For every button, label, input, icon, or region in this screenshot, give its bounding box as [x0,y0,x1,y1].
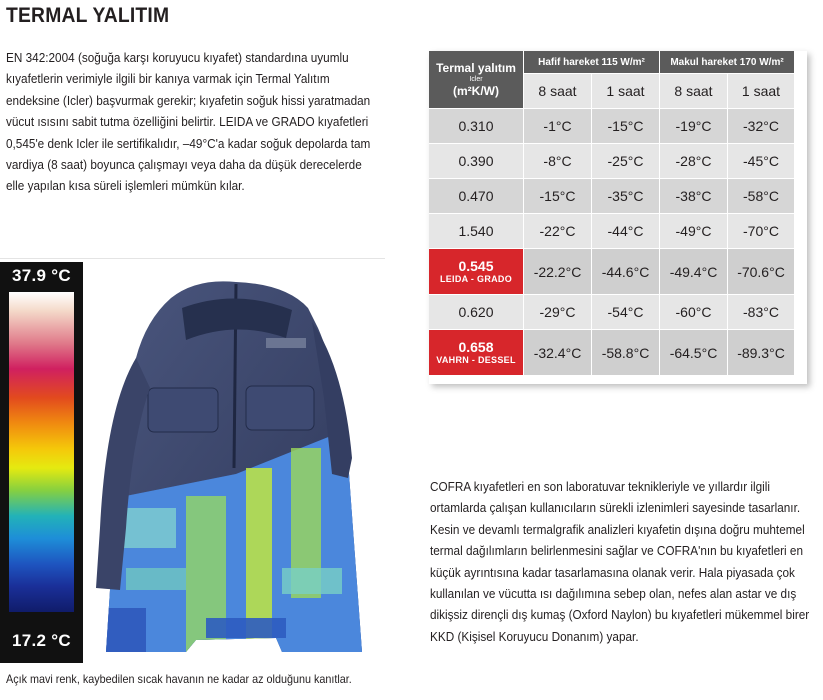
row-label-highlight [429,249,524,295]
header-moderate-activity: Makul hareket 170 W/m² [660,51,795,74]
cell-value: -89.3°C [728,330,795,376]
cell-value: -44°C [592,214,660,249]
cell-value: -49°C [660,214,728,249]
cell-value: -70°C [728,214,795,249]
cell-value: -38°C [660,179,728,214]
row-label: 0.620 [429,295,524,330]
cell-value: -44.6°C [592,249,660,295]
cell-value: -8°C [524,144,592,179]
row-label: 0.470 [429,179,524,214]
header-time: 1 saat [728,74,795,109]
page-title: TERMAL YALITIM [6,4,170,27]
cell-value: -70.6°C [728,249,795,295]
cell-value: -22°C [524,214,592,249]
table-row-highlight [429,330,795,376]
row-label-products: VAHRN - DESSEL [436,354,516,365]
cell-value: -15°C [592,109,660,144]
cell-value: -45°C [728,144,795,179]
cell-value: -60°C [660,295,728,330]
insulation-table [429,51,795,376]
cell-value: -49.4°C [660,249,728,295]
header-light-activity: Hafif hareket 115 W/m² [524,51,660,74]
thermal-jacket-image [86,268,376,664]
thermal-figure [0,262,385,666]
cell-value: -58.8°C [592,330,660,376]
intro-paragraph: EN 342:2004 (soğuğa karşı koruyucu kıyafet) standardına uyumlu kıyafetlerin verimiyle ilgili bir kanıya varmak için Termal Yalıtım endeksine (Icler) başvurmak gerekir; kıyafetin soğuk hissi yaratmadan vücut ısısını sabit tutma özelliğini belirtir. LEIDA ve GRADO kıyafetleri 0,545'e denk Icler ile sertifikalıdır, –49°C'a kadar soğuk depolarda tam vardiya (8 saat) boyunca çalışmayı veya daha da düşük derecelerde elle yapılan kısa süreli işlemleri mümkün kılar. [6,50,371,194]
figure-caption: Açık mavi renk, kaybedilen sıcak havanın ne kadar az olduğunu kanıtlar. [6,672,352,686]
cell-value: -54°C [592,295,660,330]
header-insulation-line1: Termal yalıtım [436,60,516,75]
cell-value: -25°C [592,144,660,179]
table-row-highlight [429,249,795,295]
scale-max-label: 37.9 °C [12,266,71,285]
row-label: 0.390 [429,144,524,179]
cell-value: -19°C [660,109,728,144]
header-time: 8 saat [660,74,728,109]
table-row [429,295,795,330]
table-row [429,214,795,249]
row-label-value: 0.658 [458,338,494,355]
divider [0,258,385,259]
cell-value: -58°C [728,179,795,214]
row-label-products: LEIDA - GRADO [439,273,513,284]
table-row [429,109,795,144]
header-insulation-icler: Icler [469,75,483,83]
color-gradient-bar [9,292,74,612]
cell-value: -1°C [524,109,592,144]
header-insulation-unit: (m²K/W) [453,83,499,98]
cell-value: -32.4°C [524,330,592,376]
header-time: 1 saat [592,74,660,109]
row-label: 1.540 [429,214,524,249]
row-label: 0.310 [429,109,524,144]
header-insulation [429,51,524,109]
table-row [429,179,795,214]
temperature-scale [0,262,83,663]
cell-value: -22.2°C [524,249,592,295]
cell-value: -32°C [728,109,795,144]
cell-value: -83°C [728,295,795,330]
cell-value: -28°C [660,144,728,179]
cell-value: -35°C [592,179,660,214]
header-time: 8 saat [524,74,592,109]
table-row [429,144,795,179]
cell-value: -64.5°C [660,330,728,376]
row-label-value: 0.545 [458,257,494,274]
cell-value: -29°C [524,295,592,330]
cofra-paragraph: COFRA kıyafetleri en son laboratuvar teknikleriyle ve yıllardır ilgili ortamlarda çalışan kullanıcıların sürekli izlenimleri sayesinde tasarlanır. Kesin ve devamlı termalgrafik analizleri kıyafetin dışına doğru muhtemel termal dağılımların belirlenmesini sağlar ve COFRA'nın bu kıyafetleri en küçük ayrıntısına kadar tasarlamasına olanak verir. Hala piyasada çok kullanılan ve vücutta ısı dağılımına sebep olan, nefes alan astar ve dış dikişsiz dirençli dış kumaş (Oxford Naylon) bu kıyafetleri mükemmel birer KKD (Kişisel Koruyucu Donanım) yapar. [430,479,810,644]
row-label-highlight [429,330,524,376]
cell-value: -15°C [524,179,592,214]
scale-min-label: 17.2 °C [12,631,71,650]
